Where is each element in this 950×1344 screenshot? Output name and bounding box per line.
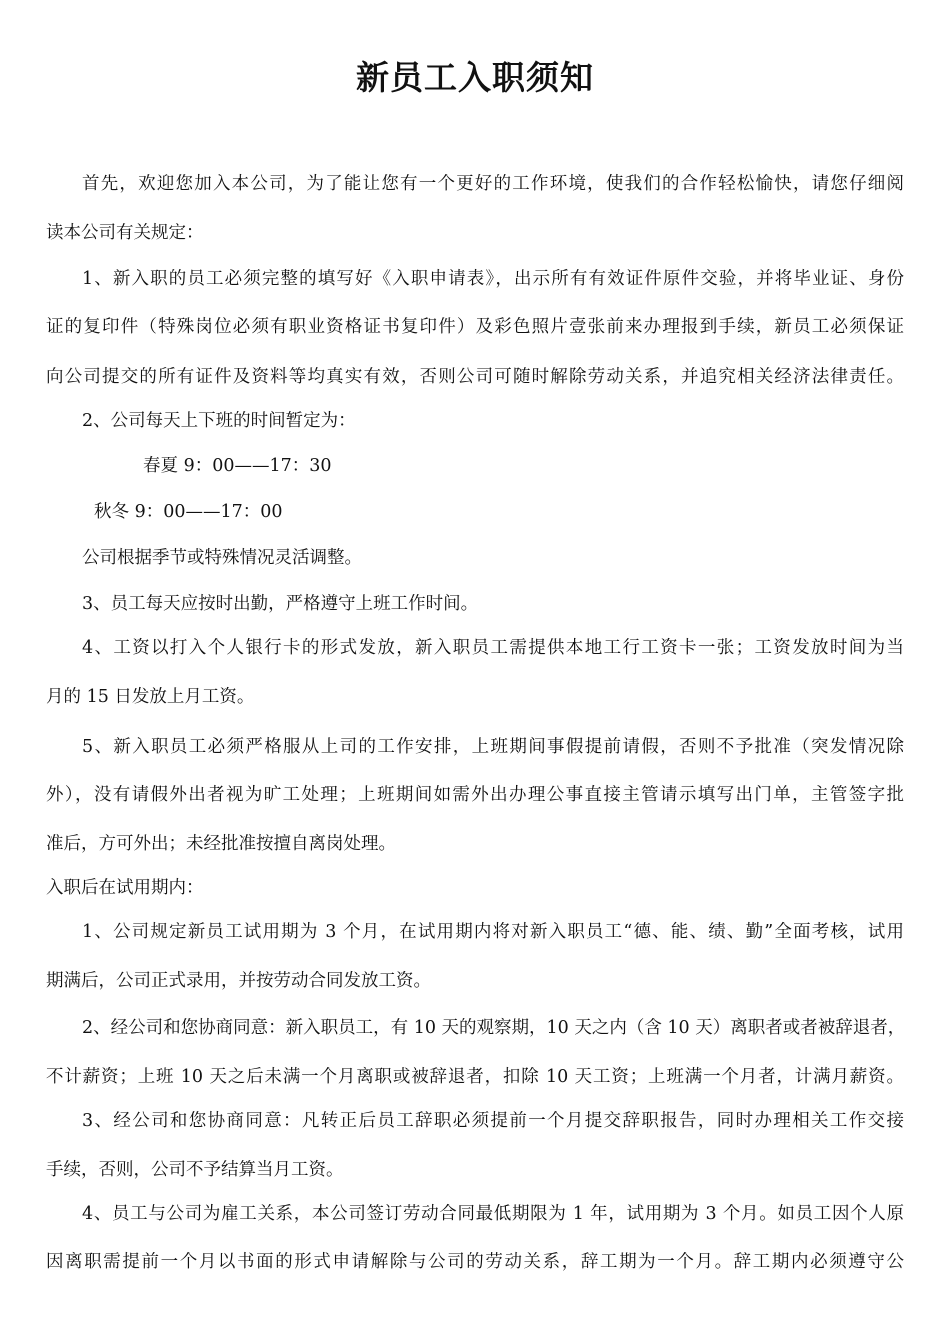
text-line: 向公司提交的所有证件及资料等均真实有效，否则公司可随时解除劳动关系，并追究相关经济法律责任。 [46, 367, 904, 387]
text-line: 准后，方可外出；未经批准按擅自离岗处理。 [46, 834, 396, 854]
text-line: 不计薪资；上班 10 天之后未满一个月离职或被辞退者，扣除 10 天工资；上班满一个月者，计满月薪资。 [46, 1067, 904, 1087]
text-line: 3、经公司和您协商同意：凡转正后员工辞职必须提前一个月提交辞职报告，同时办理相关工作交接 [82, 1111, 904, 1131]
text-line: 手续，否则，公司不予结算当月工资。 [46, 1160, 344, 1180]
text-line: 4、工资以打入个人银行卡的形式发放，新入职员工需提供本地工行工资卡一张；工资发放时间为当 [82, 638, 904, 658]
text-line: 5、新入职员工必须严格服从上司的工作安排，上班期间事假提前请假，否则不予批准（突发情况除 [82, 737, 904, 757]
text-line: 首先，欢迎您加入本公司，为了能让您有一个更好的工作环境，使我们的合作轻松愉快，请您仔细阅 [82, 174, 904, 194]
text-line: 2、公司每天上下班的时间暂定为： [82, 411, 356, 431]
schedule-spring-summer: 春夏 9：00——17：30 [143, 456, 332, 476]
document-title: 新员工入职须知 [356, 58, 594, 97]
text-line: 1、公司规定新员工试用期为 3 个月，在试用期内将对新入职员工“德、能、绩、勤”全面考核，试用 [82, 922, 904, 942]
text-line: 证的复印件（特殊岗位必须有职业资格证书复印件）及彩色照片壹张前来办理报到手续，新员工必须保证 [46, 317, 904, 337]
text-line: 4、员工与公司为雇工关系，本公司签订劳动合同最低期限为 1 年，试用期为 3 个月。如员工因个人原 [82, 1204, 904, 1224]
text-line: 因离职需提前一个月以书面的形式申请解除与公司的劳动关系，辞工期为一个月。辞工期内必须遵守公 [46, 1252, 904, 1272]
text-line: 读本公司有关规定： [46, 223, 204, 243]
text-line: 月的 15 日发放上月工资。 [46, 687, 255, 707]
schedule-autumn-winter: 秋冬 9：00——17：00 [94, 502, 283, 522]
text-line: 公司根据季节或特殊情况灵活调整。 [82, 548, 362, 568]
section-heading: 入职后在试用期内： [46, 878, 204, 898]
text-line: 期满后，公司正式录用，并按劳动合同发放工资。 [46, 971, 431, 991]
text-line: 2、经公司和您协商同意：新入职员工，有 10 天的观察期，10 天之内（含 10 天）离职者或者被辞退者， [82, 1018, 906, 1038]
text-line: 1、新入职的员工必须完整的填写好《入职申请表》，出示所有有效证件原件交验，并将毕业证、身份 [82, 269, 904, 289]
text-line: 外），没有请假外出者视为旷工处理；上班期间如需外出办理公事直接主管请示填写出门单，主管签字批 [46, 785, 904, 805]
text-line: 3、员工每天应按时出勤，严格遵守上班工作时间。 [82, 594, 479, 614]
